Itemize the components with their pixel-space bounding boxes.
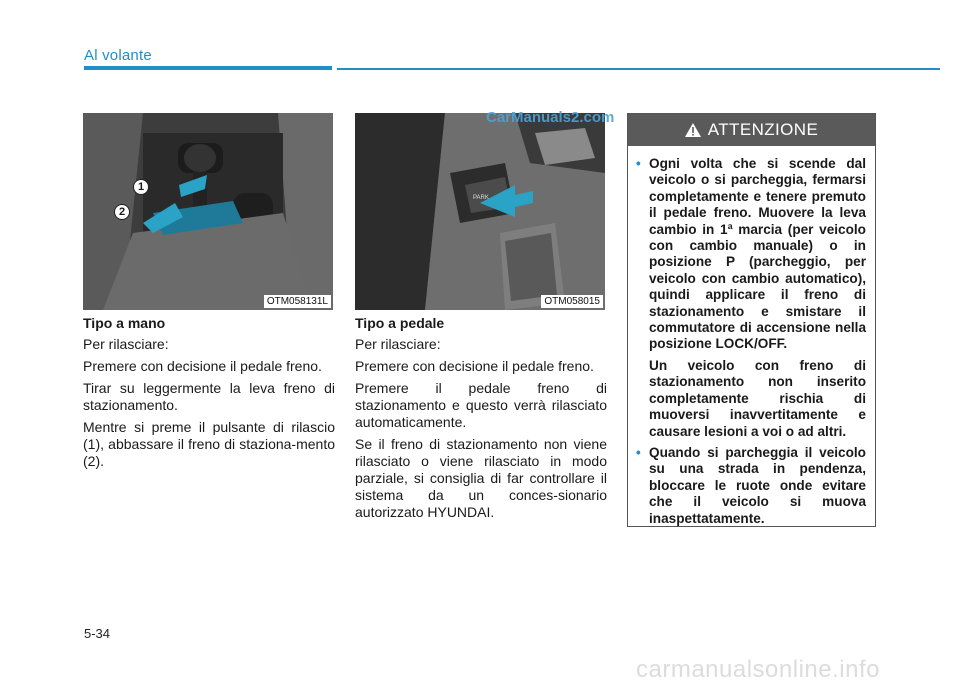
hand-brake-photo bbox=[83, 113, 333, 310]
callout-1: 1 bbox=[133, 179, 149, 195]
paragraph: Se il freno di stazionamento non viene rilasciato o viene rilasciato in modo parziale, si consiglia di far controllare il sistema da un conces-sionario autorizzato HYUNDAI. bbox=[355, 436, 607, 520]
warning-item bbox=[636, 444, 866, 527]
column-left bbox=[83, 315, 335, 475]
header-rule-thick bbox=[84, 66, 332, 70]
warning-item-text: Ogni volta che si scende dal veicolo o si parcheggia, fermarsi completamente e tenere premuto il pedale freno. Muovere la leva cambio in 1ª marcia (per veicolo con cambio manuale) o in posizione P (parcheggio, per veicolo con cambio automatico), quindi applicare il freno di stazionamento e smistare il commutatore di accensione nella posizione LOCK/OFF. bbox=[649, 156, 866, 352]
warning-title: ATTENZIONE bbox=[707, 120, 819, 139]
warning-body bbox=[628, 146, 875, 527]
paragraph: Tirar su leggermente la leva freno di stazionamento. bbox=[83, 380, 335, 413]
paragraph: Premere con decisione il pedale freno. bbox=[355, 358, 594, 374]
pedal-brake-photo bbox=[355, 113, 605, 310]
paragraph: Premere il pedale freno di stazionamento e questo verrà rilasciato automaticamente. bbox=[355, 380, 607, 430]
bullet: • bbox=[636, 444, 641, 460]
warning-box bbox=[627, 113, 876, 527]
column-heading: Tipo a pedale bbox=[355, 315, 445, 331]
figure-code: OTM058015 bbox=[541, 295, 603, 308]
watermark-footer: carmanualsonline.info bbox=[636, 656, 880, 683]
paragraph: Per rilasciare: bbox=[355, 336, 441, 352]
bullet: • bbox=[636, 156, 641, 171]
warning-header bbox=[628, 114, 875, 146]
page-number: 5-34 bbox=[84, 626, 111, 641]
column-heading: Tipo a mano bbox=[83, 315, 166, 331]
header-rule-thin bbox=[337, 68, 940, 70]
warning-triangle-icon bbox=[685, 123, 701, 137]
pedal-brake-illustration bbox=[355, 113, 605, 310]
warning-item bbox=[636, 156, 866, 353]
callout-2: 2 bbox=[114, 204, 130, 220]
paragraph: Per rilasciare: bbox=[83, 336, 169, 352]
paragraph: Premere con decisione il pedale freno. bbox=[83, 358, 322, 374]
paragraph: Mentre si preme il pulsante di rilascio (1), abbassare il freno di staziona-mento (2). bbox=[83, 419, 335, 469]
column-middle bbox=[355, 315, 607, 526]
warning-item-subtext: Un veicolo con freno di stazionamento non inserito completamente rischia di muoversi inavvertitamente e causare lesioni a voi o ad altri. bbox=[649, 357, 866, 439]
figure-code: OTM058131L bbox=[264, 295, 331, 308]
pedal-label: PARK bbox=[473, 195, 489, 201]
section-title: Al volante bbox=[84, 47, 152, 64]
warning-item-text: Quando si parcheggia il veicolo su una strada in pendenza, bloccare le ruote onde evitare che il veicolo si muova inaspettatamente. bbox=[649, 444, 866, 526]
watermark-top: CarManuals2.com bbox=[486, 109, 615, 126]
